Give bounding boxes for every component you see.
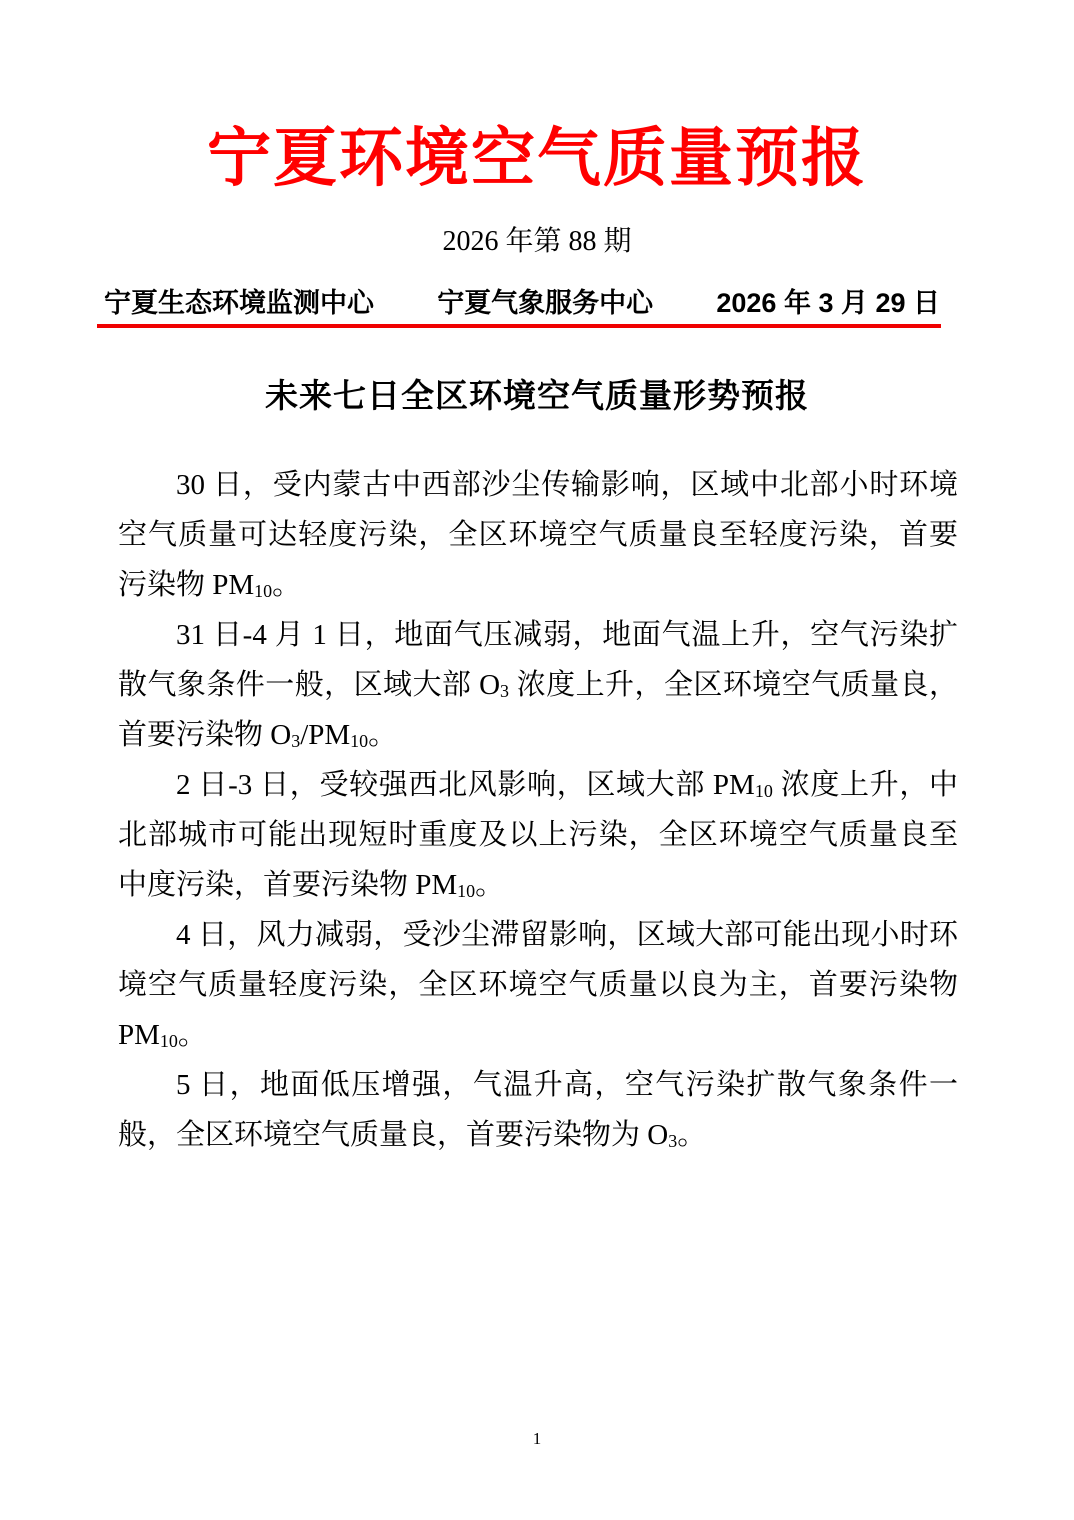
header-row — [104, 286, 940, 320]
paragraph-text: 。 — [475, 869, 505, 901]
paragraph-text: 。 — [272, 569, 302, 601]
paragraph-text: /PM — [300, 719, 351, 751]
paragraph — [118, 460, 958, 610]
paragraph-text: 4 日，风力减弱，受沙尘滞留影响，区域大部可能出现小时环境空气质量轻度污染，全区环境空气质量以良为主，首要污染物 PM — [118, 919, 958, 1051]
paragraph-text: 31 日-4 月 1 日，地面气压减弱，地面气温上升，空气污染扩散气象条件一般，区域大部 O — [118, 619, 958, 701]
org-weather-center: 宁夏气象服务中心 — [437, 288, 654, 318]
paragraph — [118, 910, 958, 1060]
section-title: 未来七日全区环境空气质量形势预报 — [265, 377, 809, 414]
org-monitoring-center: 宁夏生态环境监测中心 — [104, 288, 374, 318]
report-title: 宁夏环境空气质量预报 — [207, 123, 867, 194]
pollutant-subscript: 3 — [291, 731, 301, 752]
paragraph-text: 。 — [177, 1019, 207, 1051]
pollutant-subscript: 10 — [457, 881, 476, 902]
paragraph-text: 浓度上升，中北部城市可能出现短时重度及以上污染，全区环境空气质量良至中度污染，首要污染物 PM — [118, 769, 958, 901]
divider-line — [97, 324, 941, 328]
pollutant-subscript: 10 — [159, 1031, 178, 1052]
paragraph-text: 2 日-3 日，受较强西北风影响，区域大部 PM — [176, 769, 755, 801]
pollutant-subscript: 3 — [500, 681, 510, 702]
paragraph-text: 。 — [368, 719, 398, 751]
issue-number: 2026 年第 88 期 — [442, 226, 632, 257]
paragraph-text: 。 — [677, 1119, 707, 1151]
issue-date: 2026 年 3 月 29 日 — [716, 288, 940, 318]
paragraph-text: 浓度上升，全区环境空气质量良，首要污染物 O — [118, 669, 958, 751]
paragraph — [118, 610, 958, 760]
paragraph — [118, 760, 958, 910]
pollutant-subscript: 3 — [668, 1131, 678, 1152]
pollutant-subscript: 10 — [754, 781, 773, 802]
pollutant-subscript: 10 — [350, 731, 369, 752]
page-number: 1 — [532, 1429, 542, 1448]
body-paragraphs — [118, 460, 958, 1160]
paragraph — [118, 1060, 958, 1160]
paragraph-text: 5 日，地面低压增强，气温升高，空气污染扩散气象条件一般，全区环境空气质量良，首要污染物为 O — [118, 1069, 958, 1151]
paragraph-text: 30 日，受内蒙古中西部沙尘传输影响，区域中北部小时环境空气质量可达轻度污染，全区环境空气质量良至轻度污染，首要污染物 PM — [118, 469, 958, 601]
pollutant-subscript: 10 — [254, 581, 273, 602]
